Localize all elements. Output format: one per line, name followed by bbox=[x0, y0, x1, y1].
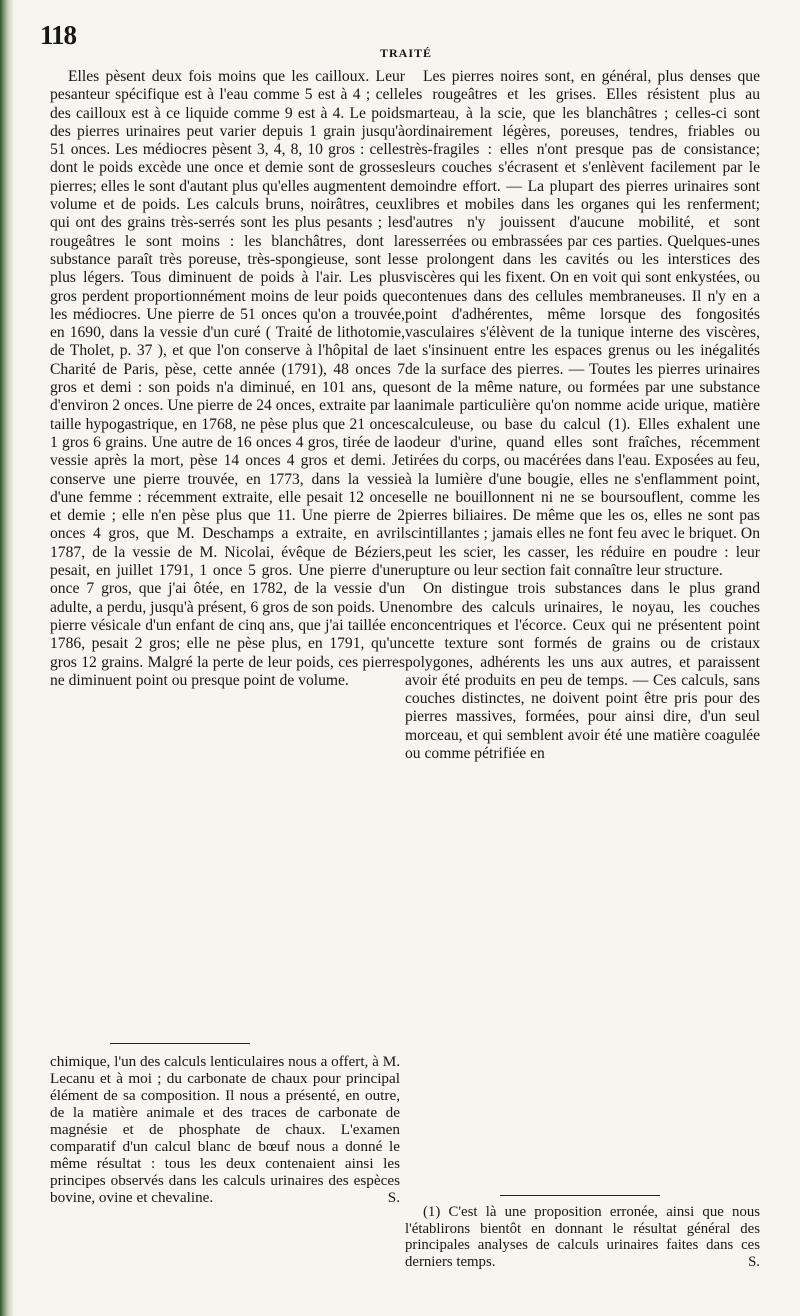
running-head: TRAITÉ bbox=[380, 46, 433, 60]
note-separator bbox=[110, 1043, 250, 1044]
right-paragraph-2: On distingue trois substances dans le plus grand nombre des calculs urinaires, le noyau, les couches concentriques et l'écorce. Ceux qui ne présentent point cette texture sont formés de grains ou de cristaux polygones, adhérents les uns aux autres, et paraissent avoir été produits en peu de temps. — Ces calculs, sans couches distinctes, ne doivent point être pris pour des pierres massives, formées, pour ainsi dire, d'un seul morceau, et qui semblent avoir été une matière coagulée ou comme pétrifiée en bbox=[405, 580, 760, 762]
page-number: 118 bbox=[40, 20, 77, 50]
left-column bbox=[50, 68, 405, 690]
binding-edge bbox=[0, 0, 14, 1316]
lower-note bbox=[50, 1055, 400, 1206]
footnote-separator bbox=[500, 1195, 660, 1196]
left-paragraph: Elles pèsent deux fois moins que les cailloux. Leur pesanteur spécifique est à l'eau comme 5 est à 4 ; celle des cailloux est à ce liquide comme 9 est à 4. Le poids des pierres urinaires peut varier depuis 1 grain jusqu'à 51 onces. Les médiocres pèsent 3, 4, 8, 10 gros : celles dont le poids excède une once et demie sont de grosses pierres; elles le sont d'autant plus qu'elles augmentent de volume et de poids. Les calculs bruns, noirâtres, ceux qui ont des grains très-serrés sont les plus pesants ; les rougeâtres le sont moins : les blanchâtres, dont la substance paraît très poreuse, très-spongieuse, sont les plus légers. Tous diminuent de poids à l'air. Les plus gros perdent proportionnément moins de leur poids que les médiocres. Une pierre de 51 onces qu'on a trouvée, en 1690, dans la vessie d'un curé ( Traité de lithotomie, de Tholet, p. 37 ), et que l'on conserve à l'hôpital de la Charité de Paris, pèse, cette année (1791), 48 onces 7 gros et demi : son poids n'a diminué, en 101 ans, que d'environ 2 onces. Une pierre de 24 onces, extraite par la taille hypogastrique, en 1768, ne pèse plus que 21 onces 1 gros 6 grains. Une autre de 16 onces 4 gros, tirée de la vessie après la mort, pèse 14 onces 4 gros et demi. Je conserve une pierre trouvée, en 1773, dans la vessie d'une femme : récemment extraite, elle pesait 12 onces et demie ; elle n'en pèse plus que 11. Une pierre de 2 onces 4 gros, que M. Deschamps a extraite, en avril 1787, de la vessie de M. Nicolai, évêque de Béziers, pesait, en juillet 1791, 1 once 5 gros. Une pierre d'une once 7 gros, que j'ai ôtée, en 1782, de la vessie d'un adulte, a perdu, jusqu'à présent, 6 gros de son poids. Une pierre vésicale d'un enfant de cinq ans, que j'ai taillée en 1786, pesait 2 gros; elle ne pèse plus, en 1791, qu'un gros 12 grains. Malgré la perte de leur poids, ces pierres ne diminuent point ou presque point de volume. bbox=[50, 68, 405, 689]
footnote bbox=[405, 1204, 760, 1271]
lower-note-signature: S. bbox=[387, 1189, 400, 1206]
footnote-signature: S. bbox=[748, 1254, 760, 1271]
right-column bbox=[405, 68, 760, 763]
page-header bbox=[0, 14, 800, 64]
lower-note-body: chimique, l'un des calculs lenticulaires nous a offert, à M. Lecanu et à moi ; du carbonate de chaux pour principal élément de sa composition. Il nous a présenté, en outre, de la matière animale et des traces de carbonate de magnésie et de phosphate de chaux. L'examen comparatif d'un calcul blanc de bœuf nous a donné le même résultat : tous les deux contenaient ainsi les principes observés dans les calculs urinaires des espèces bovine, ovine et chevaline. bbox=[50, 1053, 400, 1206]
lower-note-text bbox=[50, 1053, 400, 1206]
right-paragraph-1: Les pierres noires sont, en général, plus denses que les rougeâtres et les grises. Elles résistent plus au marteau, à la scie, que les blanchâtres ; celles-ci sont ordinairement légères, poreuses, tendres, friables ou très-fragiles : elles n'ont presque pas de consistance; leurs couches s'écrasent et s'enlèvent facilement par le moindre effort. — La plupart des pierres urinaires sont libres et mobiles dans les organes qui les renferment; d'autres n'y jouissent d'aucune mobilité, et sont resserrées ou embrassées par ces parties. Quelques-unes se prolongent dans les cavités ou les interstices des viscères qui les fixent. On en voit qui sont enkystées, ou contenues dans des cellules membraneuses. Il n'y en a point d'adhérentes, même lorsque des fongosités vasculaires s'élèvent de la tunique interne des viscères, et s'insinuent entre les espaces grenus ou les inégalités de la surface des pierres. — Toutes les pierres urinaires sont de la même nature, ou formées par une substance animale particulière qu'on nomme acide urique, matière calculeuse, ou base du calcul (1). Elles exhalent une odeur d'urine, quand elles sont fraîches, récemment tirées du corps, ou macérées dans l'eau. Exposées au feu, à la lumière d'une bougie, elles ne s'enflamment point, elle ne bouillonnent ni ne se boursouflent, comme les pierres biliaires. De même que les os, elles ne sont pas scintillantes ; jamais elles ne font feu avec le briquet. On peut les scier, les casser, les réduire en poudre : leur rupture ou leur section fait connaître leur structure. bbox=[405, 68, 760, 580]
footnote-text: (1) C'est là une proposition erronée, ainsi que nous l'établirons bientôt en donnant le résultat général des principales analyses de calculs urinaires faites dans ces derniers temps. bbox=[405, 1204, 760, 1271]
footnote-area bbox=[405, 1195, 760, 1271]
